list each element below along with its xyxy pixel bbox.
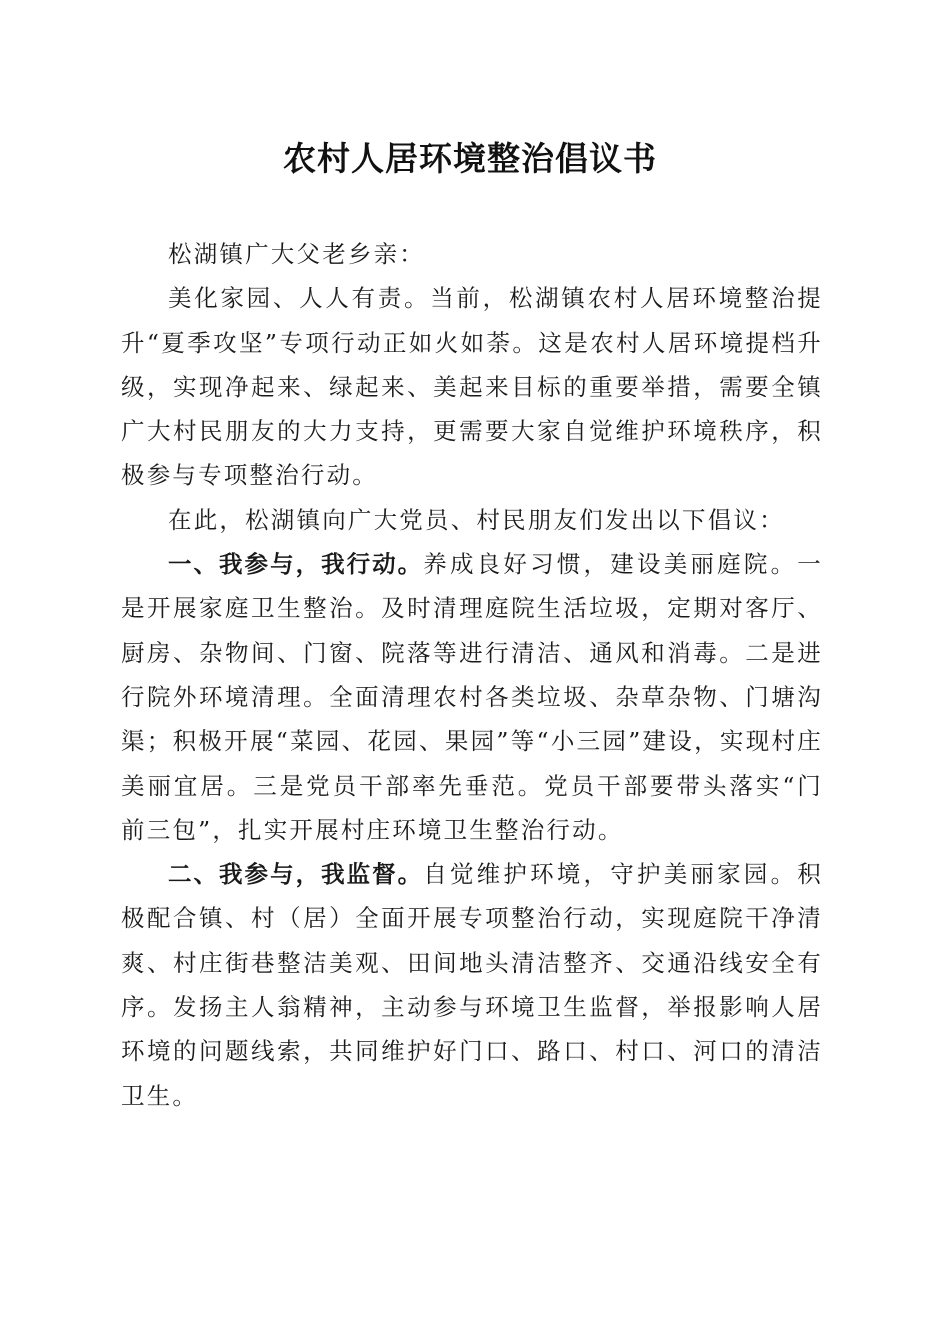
intro-paragraph: 美化家园、人人有责。当前，松湖镇农村人居环境整治提升“夏季攻坚”专项行动正如火如荼。这是农村人居环境提档升级，实现净起来、绿起来、美起来目标的重要举措，需要全镇广大村民朋友的大力支持，更需要大家自觉维护环境秩序，积极参与专项整治行动。 — [121, 284, 823, 490]
point-paragraph-1 — [121, 542, 823, 852]
point-paragraph-2 — [121, 852, 823, 1118]
document-body — [121, 232, 823, 1118]
document-title: 农村人居环境整治倡议书 — [283, 139, 657, 178]
lead-in-paragraph: 在此，松湖镇向广大党员、村民朋友们发出以下倡议： — [168, 505, 785, 534]
point-text-2: 自觉维护环境，守护美丽家园。积极配合镇、村（居）全面开展专项整治行动，实现庭院干净清爽、村庄街巷整洁美观、田间地头清洁整齐、交通沿线安全有序。发扬主人翁精神，主动参与环境卫生监督，举报影响人居环境的问题线索，共同维护好门口、路口、村口、河口的清洁卫生。 — [121, 860, 824, 1110]
point-heading-2: 二、我参与，我监督。 — [168, 860, 424, 889]
point-text-1: 养成良好习惯，建设美丽庭院。一是开展家庭卫生整治。及时清理庭院生活垃圾，定期对客厅、厨房、杂物间、门窗、院落等进行清洁、通风和消毒。二是进行院外环境清理。全面清理农村各类垃圾、杂草杂物、门塘沟渠；积极开展“菜园、花园、果园”等“小三园”建设，实现村庄美丽宜居。三是党员干部率先垂范。党员干部要带头落实“门前三包”，扎实开展村庄环境卫生整治行动。 — [121, 550, 824, 844]
salutation: 松湖镇广大父老乡亲： — [168, 240, 425, 268]
point-heading-1: 一、我参与，我行动。 — [168, 550, 424, 579]
